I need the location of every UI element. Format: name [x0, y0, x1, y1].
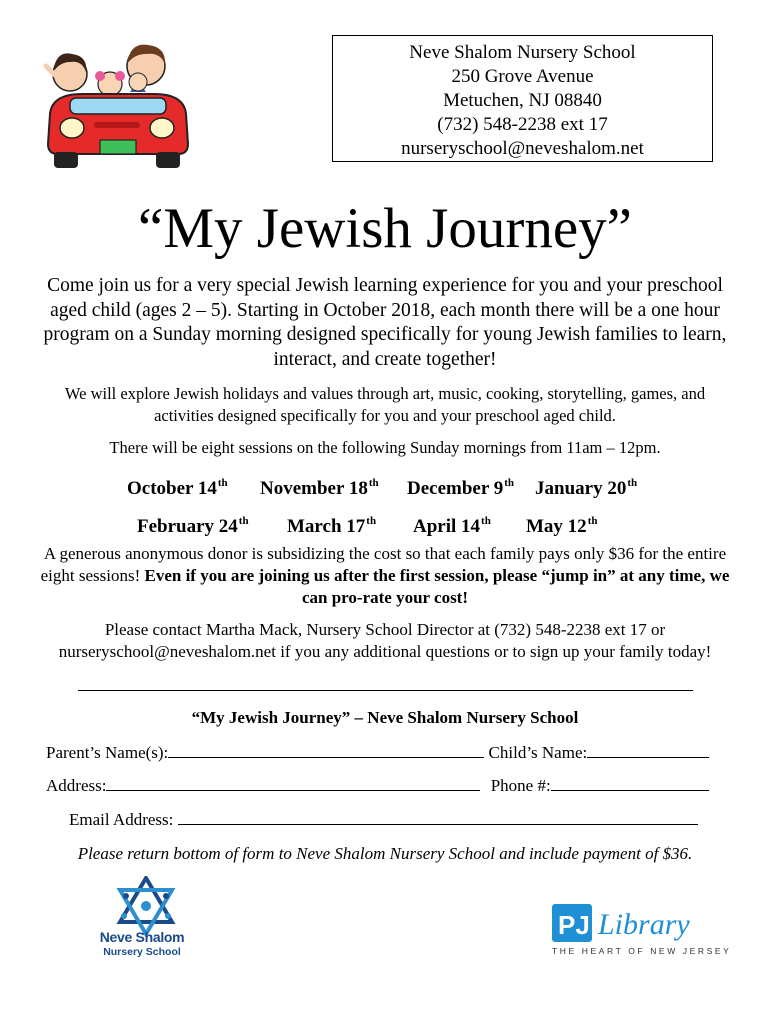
page-title: “My Jewish Journey”	[138, 197, 632, 260]
svg-text:Library: Library	[598, 908, 690, 941]
parent-name-label: Parent’s Name(s):	[46, 743, 169, 762]
donor-text: A generous anonymous donor is subsidizing the cost so that each family pays only $36 for the entire eight sessions!	[40, 544, 727, 585]
session-date: December 9th	[407, 477, 514, 499]
intro-paragraph: Come join us for a very special Jewish learning experience for you and your preschool aged child (ages 2 – 5). Starting in October 2018, each month there will be a one hour program on a Sunday morning designed specifically for young Jewish families to learn, interact, and create together!	[43, 275, 727, 370]
school-phone: (732) 548-2238 ext 17	[437, 114, 608, 135]
session-date: March 17th	[287, 515, 377, 537]
pj-library-tagline: THE HEART OF NEW JERSEY	[552, 946, 732, 956]
school-street: 250 Grove Avenue	[451, 66, 594, 87]
contact-paragraph: Please contact Martha Mack, Nursery School Director at (732) 548-2238 ext 17 or nurseryschool@neveshalom.net if you any additional questions or to sign up your family today!	[58, 620, 712, 661]
form-title: “My Jewish Journey” – Neve Shalom Nursery School	[191, 708, 579, 727]
address-row	[46, 775, 709, 797]
phone-field[interactable]	[551, 775, 709, 791]
neve-shalom-logo-name: Neve Shalom	[99, 929, 185, 945]
parent-name-field[interactable]	[168, 742, 484, 758]
session-date: November 18th	[260, 477, 379, 499]
family-car-illustration	[42, 36, 192, 176]
session-date: February 24th	[137, 515, 249, 537]
session-date: January 20th	[535, 477, 638, 499]
phone-label: Phone #:	[490, 776, 551, 795]
session-date: October 14th	[127, 477, 228, 499]
child-name-field[interactable]	[587, 742, 709, 758]
sessions-paragraph: There will be eight sessions on the following Sunday mornings from 11am – 12pm.	[109, 438, 661, 457]
parent-name-row	[46, 742, 709, 764]
pj-library-logo	[550, 898, 720, 948]
cut-line	[78, 690, 693, 691]
svg-text:PJ: PJ	[558, 910, 590, 940]
school-name: Neve Shalom Nursery School	[409, 42, 636, 63]
school-email: nurseryschool@neveshalom.net	[401, 138, 644, 159]
address-field[interactable]	[106, 775, 480, 791]
child-name-label: Child’s Name:	[488, 743, 588, 762]
email-field[interactable]	[178, 809, 698, 825]
donor-paragraph	[40, 543, 730, 609]
email-label: Email Address:	[69, 810, 178, 829]
donor-emphasis: Even if you are joining us after the first session, please “jump in” at any time, we can pro-rate your cost!	[144, 566, 730, 607]
school-address-box	[332, 35, 713, 162]
session-date: April 14th	[413, 515, 491, 537]
session-date: May 12th	[526, 515, 598, 537]
address-label: Address:	[46, 776, 107, 795]
activities-paragraph: We will explore Jewish holidays and values through art, music, cooking, storytelling, games, and activities designed specifically for you and your preschool aged child.	[64, 384, 706, 425]
school-city: Metuchen, NJ 08840	[443, 90, 602, 111]
return-instructions: Please return bottom of form to Neve Shalom Nursery School and include payment of $36.	[77, 844, 693, 863]
neve-shalom-logo-subtitle: Nursery School	[103, 946, 181, 958]
email-row	[69, 809, 698, 831]
